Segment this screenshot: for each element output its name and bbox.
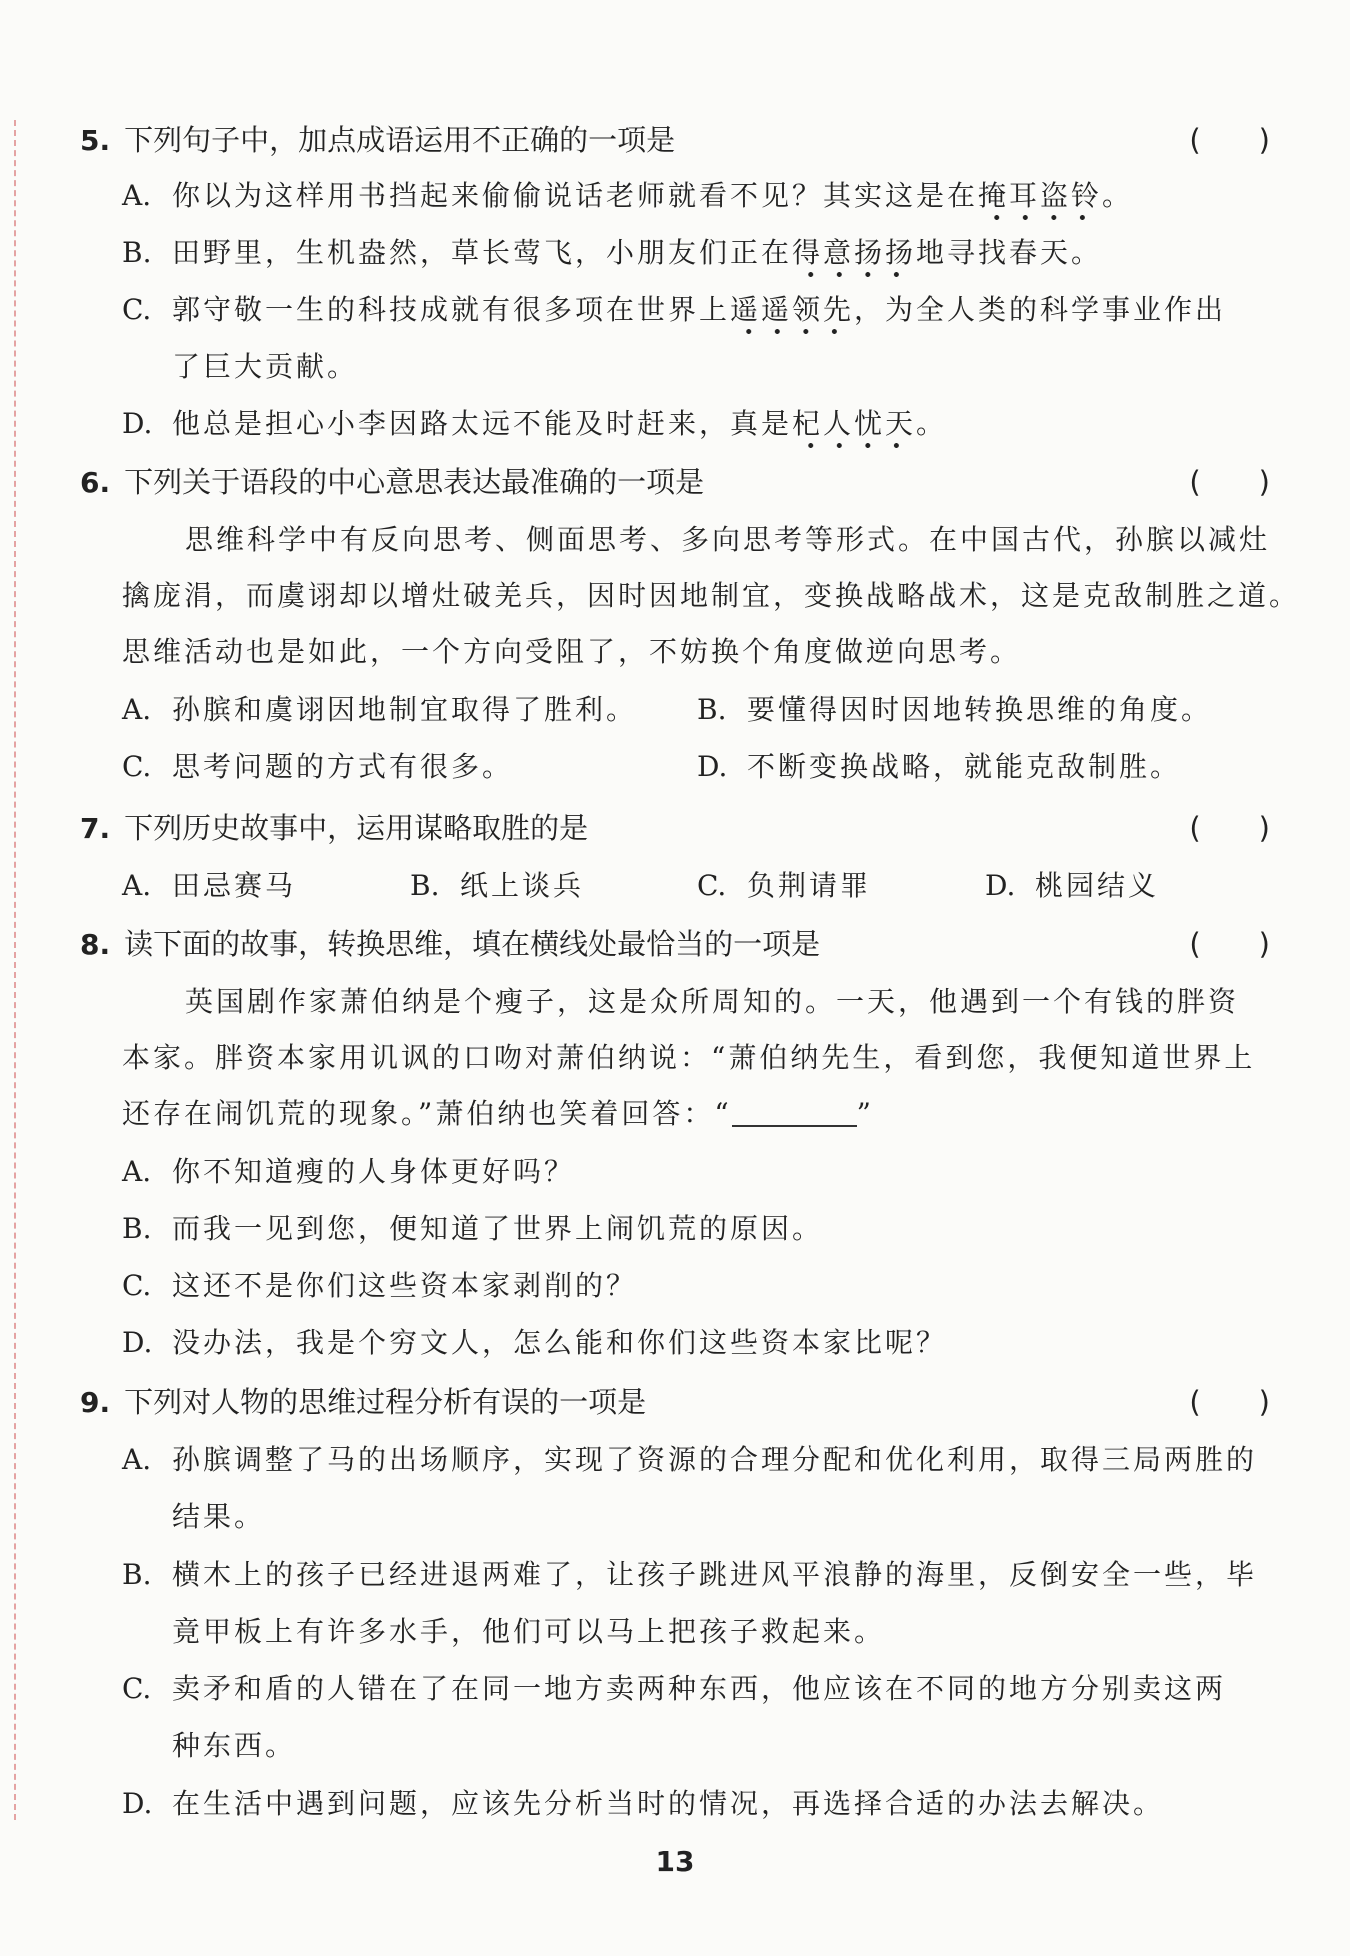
option-letter: D. xyxy=(697,750,728,783)
question-5 xyxy=(80,120,1270,161)
answer-bracket[interactable]: ( ) xyxy=(1189,465,1270,499)
dotted-idiom: 得意扬扬 xyxy=(792,236,916,279)
question-stem: 读下面的故事，转换思维，填在横线处最恰当的一项是 xyxy=(124,927,821,961)
option-a xyxy=(122,1152,575,1192)
option-letter: B. xyxy=(697,693,727,726)
passage-line: 本家。胖资本家用讥讽的口吻对萧伯纳说：“萧伯纳先生，看到您，我便知道世界上 xyxy=(122,1041,1256,1074)
option-text: 田忌赛马 xyxy=(172,869,297,902)
question-number: 6. xyxy=(80,466,111,499)
answer-bracket[interactable]: ( ) xyxy=(1189,927,1270,961)
option-text: 孙膑调整了马的出场顺序，实现了资源的合理分配和优化利用，取得三局两胜的 xyxy=(172,1443,1258,1476)
option-text: 你以为这样用书挡起来偷偷说话老师就看不见？其实这是在 xyxy=(172,179,979,212)
option-text: 这还不是你们这些资本家剥削的？ xyxy=(172,1269,638,1302)
option-letter: C. xyxy=(122,1269,152,1302)
option-letter: D. xyxy=(122,1326,153,1359)
page-number: 13 xyxy=(655,1845,695,1878)
option-a xyxy=(122,866,296,906)
option-c-continued: 了巨大贡献。 xyxy=(172,350,359,383)
option-letter: A. xyxy=(122,1155,152,1188)
option-c xyxy=(122,290,1226,330)
option-letter: C. xyxy=(122,750,152,783)
dotted-idiom: 遥遥领先 xyxy=(730,293,854,336)
option-letter: D. xyxy=(122,1787,153,1820)
option-d xyxy=(122,404,947,444)
answer-bracket[interactable]: ( ) xyxy=(1189,1385,1270,1419)
answer-bracket[interactable]: ( ) xyxy=(1189,123,1270,157)
option-text: 田野里，生机盎然，草长莺飞，小朋友们正在 xyxy=(172,236,793,269)
question-number: 7. xyxy=(80,812,111,845)
option-letter: A. xyxy=(122,869,152,902)
option-a xyxy=(122,690,637,730)
passage-text: 还存在闹饥荒的现象。”萧伯纳也笑着回答：“ xyxy=(122,1097,732,1130)
option-letter: D. xyxy=(985,869,1016,902)
option-b xyxy=(697,690,1212,730)
question-number: 5. xyxy=(80,124,111,157)
margin-dashed-line xyxy=(14,120,16,1820)
option-b xyxy=(122,233,1102,273)
answer-bracket[interactable]: ( ) xyxy=(1189,811,1270,845)
option-c xyxy=(697,866,871,906)
option-letter: C. xyxy=(122,293,152,326)
option-text: 横木上的孩子已经进退两难了，让孩子跳进风平浪静的海里，反倒安全一些，毕 xyxy=(172,1558,1258,1591)
question-stem: 下列历史故事中，运用谋略取胜的是 xyxy=(124,811,589,845)
option-letter: C. xyxy=(697,869,727,902)
option-text: 而我一见到您，便知道了世界上闹饥荒的原因。 xyxy=(172,1212,824,1245)
option-text: 郭守敬一生的科技成就有很多项在世界上 xyxy=(172,293,731,326)
passage-line: 擒庞涓，而虞诩却以增灶破羌兵，因时因地制宜，变换战略战术，这是克敌制胜之道。 xyxy=(122,579,1301,612)
option-text: 他总是担心小李因路太远不能及时赶来，真是 xyxy=(172,407,793,440)
option-text: 孙膑和虞诩因地制宜取得了胜利。 xyxy=(172,693,638,726)
option-letter: C. xyxy=(122,1672,152,1705)
question-8 xyxy=(80,924,1270,965)
option-letter: B. xyxy=(122,1212,152,1245)
option-b xyxy=(410,866,584,906)
option-c xyxy=(122,747,513,787)
option-letter: B. xyxy=(410,869,440,902)
closing-quote: ” xyxy=(856,1097,874,1130)
option-text: 在生活中遇到问题，应该先分析当时的情况，再选择合适的办法去解决。 xyxy=(172,1787,1165,1820)
option-text-end: 。 xyxy=(916,407,948,440)
option-c xyxy=(122,1266,637,1306)
option-d xyxy=(985,866,1159,906)
option-text: 纸上谈兵 xyxy=(460,869,585,902)
option-letter: B. xyxy=(122,236,152,269)
question-stem: 下列句子中，加点成语运用不正确的一项是 xyxy=(124,123,676,157)
passage-line: 思维活动也是如此，一个方向受阻了，不妨换个角度做逆向思考。 xyxy=(122,635,1022,668)
option-text: 你不知道瘦的人身体更好吗？ xyxy=(172,1155,576,1188)
option-letter: B. xyxy=(122,1558,152,1591)
option-text: 卖矛和盾的人错在了在同一地方卖两种东西，他应该在不同的地方分别卖这两 xyxy=(172,1672,1227,1705)
option-letter: A. xyxy=(122,1443,152,1476)
option-c xyxy=(122,1669,1226,1709)
dotted-idiom: 杞人忧天 xyxy=(792,407,916,450)
passage-line: 思维科学中有反向思考、侧面思考、多向思考等形式。在中国古代，孙膑以减灶 xyxy=(185,523,1271,556)
option-a xyxy=(122,1440,1257,1480)
question-9 xyxy=(80,1382,1270,1423)
question-6 xyxy=(80,462,1270,503)
option-d xyxy=(122,1784,1164,1824)
option-text: 不断变换战略，就能克敌制胜。 xyxy=(747,750,1182,783)
option-text-end: 地寻找春天。 xyxy=(916,236,1103,269)
option-text: 没办法，我是个穷文人，怎么能和你们这些资本家比呢？ xyxy=(172,1326,948,1359)
option-a xyxy=(122,176,1133,216)
passage-line-with-blank xyxy=(122,1094,874,1134)
question-stem: 下列对人物的思维过程分析有误的一项是 xyxy=(124,1385,647,1419)
option-text: 要懂得因时因地转换思维的角度。 xyxy=(747,693,1213,726)
question-7 xyxy=(80,808,1270,849)
option-d xyxy=(122,1323,947,1363)
option-d xyxy=(697,747,1181,787)
option-letter: A. xyxy=(122,179,152,212)
option-c-continued: 种东西。 xyxy=(172,1729,297,1762)
option-b xyxy=(122,1555,1257,1595)
answer-blank[interactable] xyxy=(732,1097,857,1127)
question-number: 9. xyxy=(80,1386,111,1419)
option-text-end: 。 xyxy=(1102,179,1134,212)
passage-line: 英国剧作家萧伯纳是个瘦子，这是众所周知的。一天，他遇到一个有钱的胖资 xyxy=(185,985,1240,1018)
option-text-end: ，为全人类的科学事业作出 xyxy=(854,293,1227,326)
option-letter: A. xyxy=(122,693,152,726)
option-text: 思考问题的方式有很多。 xyxy=(172,750,514,783)
option-letter: D. xyxy=(122,407,153,440)
question-stem: 下列关于语段的中心意思表达最准确的一项是 xyxy=(124,465,705,499)
dotted-idiom: 掩耳盗铃 xyxy=(978,179,1102,222)
option-b xyxy=(122,1209,823,1249)
option-text: 桃园结义 xyxy=(1035,869,1160,902)
option-text: 负荆请罪 xyxy=(747,869,872,902)
option-a-continued: 结果。 xyxy=(172,1500,266,1533)
option-b-continued: 竟甲板上有许多水手，他们可以马上把孩子救起来。 xyxy=(172,1615,886,1648)
question-number: 8. xyxy=(80,928,111,961)
